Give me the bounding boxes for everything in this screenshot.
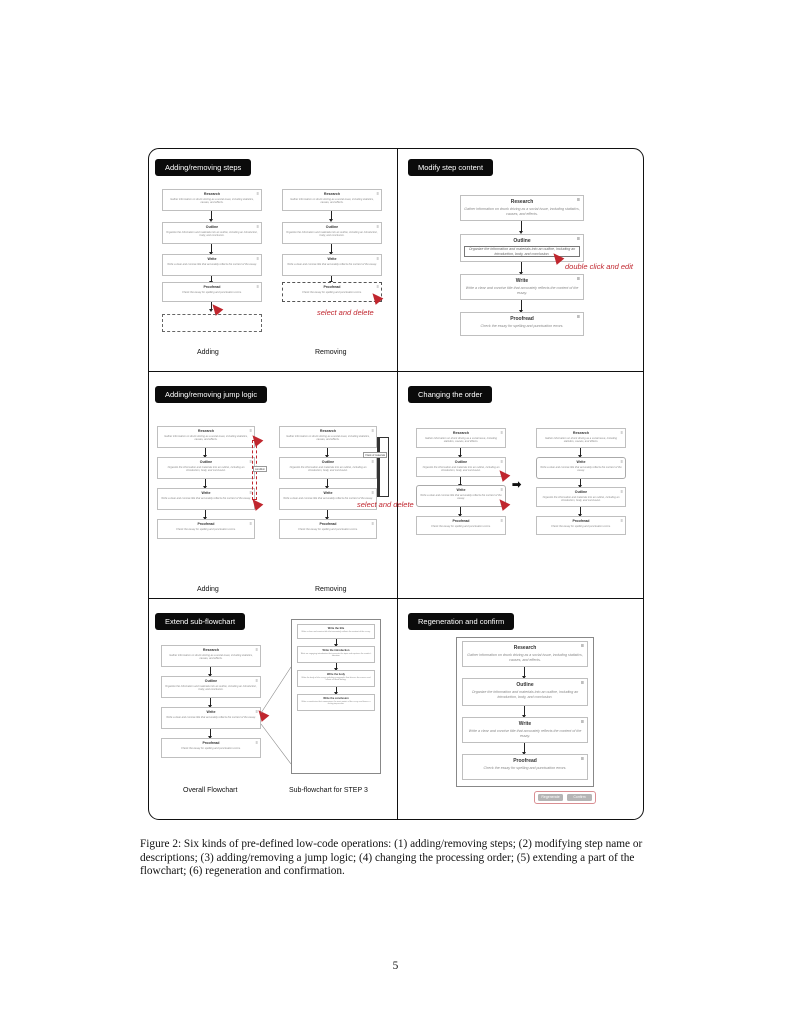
step-desc-edit-field[interactable]: Organize the information and materials into an outline, including an introduction, body, and conclusion. — [464, 246, 580, 257]
step-desc: Organize the information and materials into an outline, including an introduction, body, and conclusion. — [471, 690, 579, 699]
menu-icon[interactable]: ≡ — [376, 255, 379, 261]
step-title: Research — [510, 199, 534, 205]
subcaption-removing: Removing — [315, 349, 347, 356]
step-title: Write — [456, 488, 466, 492]
step-card-research[interactable] — [279, 426, 377, 448]
step-title: Write — [515, 278, 529, 284]
step-title: Outline — [325, 225, 339, 229]
menu-icon[interactable]: ≡ — [580, 756, 584, 762]
step-title: Research — [202, 648, 220, 652]
step-title: Proofread — [510, 316, 534, 322]
flow-arrow — [327, 510, 328, 517]
jump-link-existing[interactable] — [377, 437, 389, 497]
annotation-select-delete: select and delete — [357, 500, 414, 509]
step-desc: Gather information on drunk driving as a social issue, including statistics, causes, and effects. — [170, 198, 254, 205]
step-title: Research — [513, 645, 537, 651]
step-card-proofread[interactable] — [279, 519, 377, 539]
step-desc: Check the essay for spelling and punctuation errors. — [551, 525, 611, 528]
subcaption-removing: Removing — [315, 586, 347, 593]
menu-icon[interactable]: ≡ — [371, 489, 374, 495]
step-desc: Write a clear and concise title that accurately reflects the content of the essay. — [468, 729, 582, 738]
substep-title: Write the title — [327, 626, 345, 630]
step-title: Outline — [516, 682, 534, 688]
menu-icon[interactable]: ≡ — [255, 739, 258, 745]
flow-arrow — [327, 479, 328, 486]
step-card-write[interactable] — [157, 488, 255, 510]
step-card-research[interactable] — [462, 641, 588, 667]
flow-arrow — [336, 639, 337, 644]
menu-icon[interactable]: ≡ — [500, 429, 503, 435]
menu-icon[interactable]: ≡ — [255, 677, 258, 683]
menu-icon[interactable]: ≡ — [576, 314, 580, 320]
flow-arrow — [460, 507, 461, 514]
step-desc: Write a clear and concise title that accurately reflects the content of the essay. — [283, 497, 373, 500]
flow-arrow — [205, 479, 206, 486]
step-desc: Write a clear and concise title that accurately reflects the content of the essay. — [287, 263, 377, 266]
substep-card-title[interactable] — [297, 624, 375, 639]
step-title: Write — [576, 460, 586, 464]
flow-arrow — [205, 510, 206, 517]
step-desc: Write a clear and concise title that accurately reflects the content of the essay. — [420, 494, 502, 501]
step-desc: Organize the information and materials into an outline, including an introduction, body, and conclusion. — [165, 685, 257, 692]
flow-arrow — [331, 276, 332, 281]
step-title: Research — [319, 429, 337, 433]
step-card-write[interactable] — [460, 274, 584, 300]
step-title: Proofread — [319, 522, 337, 526]
step-card-proofread-selected[interactable] — [282, 282, 382, 302]
subcaption-overall: Overall Flowchart — [183, 787, 238, 794]
menu-icon[interactable]: ≡ — [580, 680, 584, 686]
step-desc: Organize the information and materials into an outline, including an introduction, body, and conclusion. — [289, 466, 367, 473]
step-title: Proofread — [323, 285, 341, 289]
flow-arrow — [331, 244, 332, 252]
menu-icon[interactable]: ≡ — [620, 458, 623, 464]
menu-icon[interactable]: ≡ — [371, 458, 374, 464]
flow-arrow — [211, 244, 212, 252]
menu-icon[interactable]: ≡ — [376, 283, 379, 289]
step-card-proofread[interactable] — [536, 516, 626, 535]
panel-title: Adding/removing steps — [155, 159, 251, 176]
flow-arrow — [336, 687, 337, 692]
step-title: Outline — [204, 679, 218, 683]
step-desc: Gather information on drunk driving as a social issue, including statistics, causes, and effects. — [286, 435, 370, 442]
menu-icon[interactable]: ≡ — [249, 427, 252, 433]
step-title: Write — [206, 710, 216, 714]
menu-icon[interactable]: ≡ — [580, 719, 584, 725]
step-desc: Write a clear and concise title that accurately reflects the content of the essay. — [540, 466, 622, 473]
menu-icon[interactable]: ≡ — [376, 190, 379, 196]
flow-arrow — [524, 667, 525, 676]
step-desc: Check the essay for spelling and punctuation errors. — [176, 528, 236, 531]
panel-extend-sub-flowchart — [149, 599, 397, 820]
step-title: Proofread — [572, 519, 590, 523]
menu-icon[interactable]: ≡ — [256, 223, 259, 229]
condition-tag[interactable]: condition — [255, 467, 266, 471]
menu-icon[interactable]: ≡ — [576, 236, 580, 242]
panel-title: Regeneration and confirm — [408, 613, 514, 630]
step-title: Research — [572, 431, 590, 435]
step-title: Write — [323, 491, 333, 495]
new-step-placeholder[interactable] — [162, 314, 262, 332]
step-card-proofread[interactable] — [460, 312, 584, 336]
step-desc: Organize the information and materials into an outline, including an introduction, body, and conclusion. — [422, 466, 500, 473]
step-card-research[interactable] — [460, 195, 584, 221]
step-desc: Gather information on drunk driving as a social issue, including statistics, causes, and effects. — [544, 437, 618, 444]
menu-icon[interactable]: ≡ — [620, 429, 623, 435]
substep-card-body[interactable] — [297, 670, 375, 687]
flow-arrow — [460, 448, 461, 455]
flow-arrow — [521, 300, 522, 310]
step-card-write[interactable] — [462, 717, 588, 743]
step-desc: Write a clear and concise title that accurately reflects the content of the essay. — [161, 497, 251, 500]
flow-arrow — [521, 262, 522, 272]
menu-icon[interactable]: ≡ — [255, 646, 258, 652]
step-desc: Check the essay for spelling and punctuation errors. — [298, 528, 358, 531]
step-card-write[interactable] — [162, 254, 262, 276]
step-card-outline[interactable] — [462, 678, 588, 706]
step-card-outline[interactable] — [536, 487, 626, 507]
substep-title: Write the body — [327, 672, 345, 676]
step-card-outline[interactable] — [162, 222, 262, 244]
panel-changing-order — [398, 372, 644, 598]
menu-icon[interactable]: ≡ — [249, 489, 252, 495]
step-card-proofread[interactable] — [462, 754, 588, 780]
step-card-write-moved[interactable] — [536, 457, 626, 479]
menu-icon[interactable]: ≡ — [620, 517, 623, 523]
substep-desc: Write a clear and concise title that accurately reflects the content of the essay. — [301, 630, 371, 633]
step-card-research[interactable] — [536, 428, 626, 448]
step-title: Outline — [199, 460, 213, 464]
substep-title: Write the introduction — [322, 648, 350, 652]
step-card-write[interactable] — [282, 254, 382, 276]
step-title: Write — [207, 257, 217, 261]
annotation-select-delete: select and delete — [317, 308, 374, 317]
annotation-double-click-edit: double click and edit — [565, 262, 633, 271]
figure-2 — [148, 148, 644, 820]
menu-icon[interactable]: ≡ — [256, 190, 259, 196]
step-title: Outline — [454, 460, 468, 464]
panel-title: Changing the order — [408, 386, 492, 403]
menu-icon[interactable]: ≡ — [620, 488, 623, 494]
step-title: Write — [327, 257, 337, 261]
menu-icon[interactable]: ≡ — [371, 520, 374, 526]
step-desc: Check the essay for spelling and punctuation errors. — [181, 747, 241, 750]
flow-arrow — [460, 477, 461, 484]
step-card-research[interactable] — [282, 189, 382, 211]
step-title: Write — [201, 491, 211, 495]
step-card-research[interactable] — [416, 428, 506, 448]
step-desc: Check the essay for spelling and punctuation errors. — [182, 291, 242, 294]
expansion-line-top — [261, 667, 291, 713]
step-title: Write — [518, 721, 532, 727]
substep-title: Write the conclusion — [323, 696, 349, 700]
panel-title: Modify step content — [408, 159, 493, 176]
flow-arrow — [211, 211, 212, 219]
step-title: Proofread — [203, 285, 221, 289]
menu-icon[interactable]: ≡ — [500, 486, 503, 492]
flow-arrow — [580, 448, 581, 455]
step-title: Outline — [205, 225, 219, 229]
menu-icon[interactable]: ≡ — [371, 427, 374, 433]
panel-jump-logic — [149, 372, 414, 598]
flow-arrow — [336, 663, 337, 668]
flow-arrow — [521, 221, 522, 231]
step-card-outline-editing[interactable] — [460, 234, 584, 262]
confirm-button[interactable]: Confirm — [567, 794, 592, 801]
flow-arrow — [211, 276, 212, 281]
flow-arrow — [327, 448, 328, 455]
menu-icon[interactable]: ≡ — [256, 283, 259, 289]
menu-icon[interactable]: ≡ — [256, 255, 259, 261]
step-card-research[interactable] — [157, 426, 255, 448]
step-title: Outline — [574, 490, 588, 494]
step-title: Research — [203, 192, 221, 196]
substep-desc: Write the body of the essay, including paragraphs that discuss the causes and effects of drunk driving. — [301, 676, 371, 681]
step-desc: Write a clear and concise title that accurately reflects the content of the essay. — [167, 263, 257, 266]
flow-arrow — [580, 507, 581, 514]
step-card-outline[interactable] — [157, 457, 255, 479]
substep-desc: Write a conclusion that summarizes the main points of the essay and leaves a lasting impression. — [301, 700, 371, 705]
menu-icon[interactable]: ≡ — [249, 458, 252, 464]
step-card-outline[interactable] — [416, 457, 506, 477]
panel-title: Extend sub-flowchart — [155, 613, 245, 630]
panel-title: Adding/removing jump logic — [155, 386, 267, 403]
step-title: Proofread — [513, 758, 537, 764]
step-desc: Check the essay for spelling and punctuation errors. — [431, 525, 491, 528]
step-desc: Check the essay for spelling and punctuation errors. — [480, 324, 564, 328]
step-desc: Gather information on drunk driving as a social issue, including statistics, causes, and effects. — [464, 207, 580, 216]
step-title: Research — [197, 429, 215, 433]
step-desc: Check the essay for spelling and punctuation errors. — [302, 291, 362, 294]
step-title: Research — [452, 431, 470, 435]
step-title: Research — [323, 192, 341, 196]
menu-icon[interactable]: ≡ — [376, 223, 379, 229]
subcaption-adding: Adding — [197, 349, 219, 356]
menu-icon[interactable]: ≡ — [500, 458, 503, 464]
menu-icon[interactable]: ≡ — [249, 520, 252, 526]
menu-icon[interactable]: ≡ — [576, 276, 580, 282]
step-desc: Gather information on drunk driving as a social issue, including statistics, causes, and effects. — [169, 654, 253, 661]
panel-adding-removing-steps — [149, 149, 397, 371]
step-desc: Organize the information and materials into an outline, including an introduction, body, and conclusion. — [166, 231, 258, 238]
flow-arrow — [205, 448, 206, 455]
step-desc: Check the essay for spelling and punctuation errors. — [483, 766, 567, 770]
subcaption-sub-flowchart: Sub-flowchart for STEP 3 — [289, 787, 368, 794]
menu-icon[interactable]: ≡ — [580, 643, 584, 649]
step-desc: Organize the information and materials into an outline, including an introduction, body, and conclusion. — [167, 466, 245, 473]
flow-arrow — [524, 743, 525, 752]
step-title: Proofread — [202, 741, 220, 745]
step-desc: Gather information on drunk driving as a social issue, including statistics, causes, and effects. — [290, 198, 374, 205]
step-title: Proofread — [197, 522, 215, 526]
step-card-proofread[interactable] — [157, 519, 255, 539]
step-desc: Organize the information and materials into an outline, including an introduction, body, and conclusion. — [286, 231, 378, 238]
panel-regeneration-confirm — [398, 599, 644, 820]
step-card-outline[interactable] — [279, 457, 377, 479]
step-card-proofread[interactable] — [416, 516, 506, 535]
condition-tag[interactable]: If lack of materials — [365, 453, 386, 457]
flow-arrow — [580, 479, 581, 485]
menu-icon[interactable]: ≡ — [255, 708, 258, 714]
figure-caption: Figure 2: Six kinds of pre-defined low-code operations: (1) adding/removing steps; (2) modifying step name or descriptions; (3) adding/removing a jump logic; (4) changing the processing order; (5) extending a part of the flowchart; (6) regeneration and confirmation. — [140, 838, 643, 878]
flow-arrow — [524, 706, 525, 715]
menu-icon[interactable]: ≡ — [576, 197, 580, 203]
step-card-proofread[interactable] — [162, 282, 262, 302]
flow-arrow — [331, 211, 332, 219]
right-arrow-icon: ➡ — [512, 479, 522, 491]
step-card-write-dragging[interactable] — [416, 485, 506, 507]
regenerate-button[interactable]: Regenerate — [538, 794, 563, 801]
step-desc: Write a clear and concise title that accurately reflects the content of the essay. — [465, 286, 579, 295]
step-title: Outline — [321, 460, 335, 464]
menu-icon[interactable]: ≡ — [500, 517, 503, 523]
panel-modify-step-content — [398, 149, 644, 371]
step-desc: Gather information on drunk driving as a social issue, including statistics, causes, and effects. — [467, 653, 583, 662]
step-title: Outline — [513, 238, 531, 244]
step-desc: Organize the information and materials into an outline, including an introduction, body, and conclusion. — [542, 496, 620, 503]
substep-card-conclusion[interactable] — [297, 694, 375, 711]
step-desc: Write a clear and concise title that accurately reflects the content of the essay. — [166, 716, 256, 719]
page-number: 5 — [392, 960, 399, 972]
substep-desc: Write an engaging introduction that presents the topic and captures the reader's attention. — [300, 652, 372, 657]
substep-card-introduction[interactable] — [297, 646, 375, 663]
step-desc: Gather information on drunk driving as a social issue, including statistics, causes, and effects. — [164, 435, 248, 442]
subcaption-adding: Adding — [197, 586, 219, 593]
step-card-outline[interactable] — [282, 222, 382, 244]
expansion-line-bottom — [261, 724, 291, 764]
step-desc: Gather information on drunk driving as a social issue, including statistics, causes, and effects. — [424, 437, 498, 444]
step-card-research[interactable] — [162, 189, 262, 211]
step-title: Proofread — [452, 519, 470, 523]
